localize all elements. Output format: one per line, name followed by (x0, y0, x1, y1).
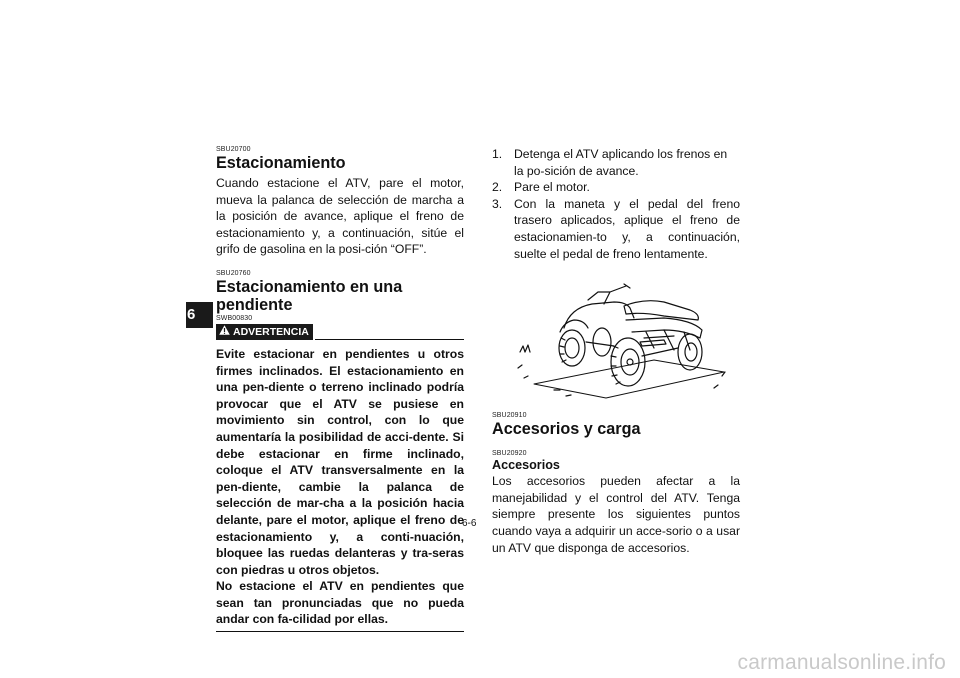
right-column (492, 146, 740, 556)
list-item (492, 179, 740, 196)
accessories-paragraph: Los accesorios pueden afectar a la manejabilidad y el control del ATV. Tenga siempre presente los siguientes puntos cuando vaya a adquirir un acce-sorio o a usar un ATV que disponga de accesorios. (492, 474, 740, 555)
step-number: 1. (492, 147, 503, 161)
warning-top-rule (315, 339, 464, 340)
section-code: SBU20760 (216, 269, 251, 277)
warning-bottom-rule (216, 631, 464, 632)
list-item (492, 196, 740, 262)
step-number: 2. (492, 180, 503, 195)
left-column (216, 146, 464, 632)
section-code: SBU20910 (492, 412, 527, 420)
step-text: Detenga el ATV aplicando los frenos en la po-sición de avance. (514, 147, 728, 178)
page-number: 6-6 (462, 518, 477, 529)
chapter-tab-label: 6 (187, 306, 196, 323)
warning-code: SWB00830 (216, 314, 253, 322)
section-code: SBU20700 (216, 146, 251, 153)
parking-paragraph: Cuando estacione el ATV, pare el motor, mueva la palanca de selección de marcha a la posición de avance, aplique el freno de estacionamiento y, a continuación, sitúe el grifo de gasolina en la posi-ción “OFF”. (216, 176, 464, 257)
step-text: Con la maneta y el pedal del freno trasero aplicados, aplique el freno de estacionamien-to y, a continuación, suelte el pedal de freno lentamente. (514, 196, 740, 261)
section-code: SBU20920 (492, 450, 527, 458)
step-number: 3. (492, 196, 503, 211)
section-title-parking: Estacionamiento (216, 154, 346, 172)
warning-header (216, 324, 464, 340)
atv-parked-illustration (514, 272, 734, 402)
warning-badge (216, 324, 313, 340)
step-text: Pare el motor. (514, 180, 590, 195)
warning-paragraph: Evite estacionar en pendientes u otros firmes inclinados. El estacionamiento en una pen-diente o terreno inclinado podría provocar que el ATV se pusiese en movimiento sin control, con lo que aumentaría la posibilidad de acci-dente. Si debe estacionar en firme inclinado, coloque el ATV transversalmente en la pen-diente, cambie la palanca de selección de mar-cha a la posición hacia delante, pare el motor, aplique el freno de estacionamiento y, a conti-nuación, bloquee las ruedas delanteras y tra-seras con piedras u otros objetos. (216, 346, 464, 577)
section-title-slope-parking: Estacionamiento en una pendiente (216, 277, 403, 314)
warning-paragraph-2: No estacione el ATV en pendientes que sean tan pronunciadas que no pueda andar con fa-cilidad por ellas. (216, 579, 464, 627)
chapter-tab (186, 302, 213, 328)
steps-list (492, 146, 740, 262)
section-title-accessories-cargo: Accesorios y carga (492, 420, 641, 439)
list-item (492, 146, 740, 179)
warning-triangle-icon (219, 324, 230, 341)
subsection-title-accessories: Accesorios (492, 458, 560, 473)
watermark: carmanualsonline.info (737, 651, 946, 674)
warning-label: ADVERTENCIA (233, 325, 309, 338)
